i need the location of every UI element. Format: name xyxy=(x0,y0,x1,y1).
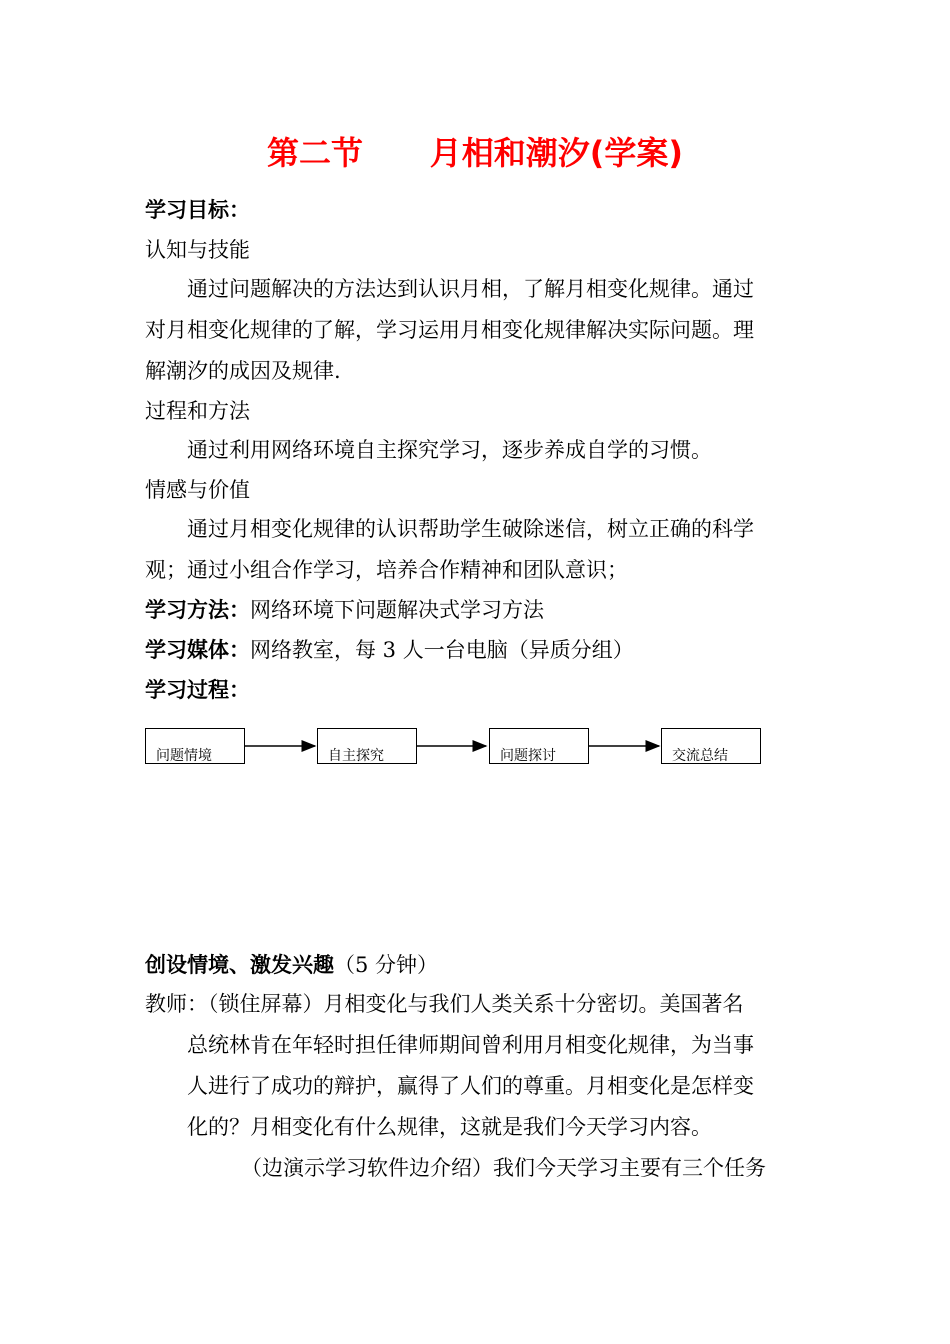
media-text: 网络教室，每 3 人一台电脑（异质分组） xyxy=(250,638,634,662)
teacher-line-2: 总统林肯在年轻时担任律师期间曾利用月相变化规律，为当事 xyxy=(187,1033,754,1057)
section-duration: （5 分钟） xyxy=(334,953,439,977)
method-label: 学习方法： xyxy=(145,598,250,622)
teacher-line-4: 化的？月相变化有什么规律，这就是我们今天学习内容。 xyxy=(187,1115,712,1139)
objectives-heading: 学习目标： xyxy=(145,198,250,222)
teacher-line-5: （边演示学习软件边介绍）我们今天学习主要有三个任务 xyxy=(241,1156,766,1180)
teacher-line-3: 人进行了成功的辩护，赢得了人们的尊重。月相变化是怎样变 xyxy=(187,1074,754,1098)
method-text: 网络环境下问题解决式学习方法 xyxy=(250,598,544,622)
method-line xyxy=(145,596,810,624)
media-line xyxy=(145,636,810,664)
media-label: 学习媒体： xyxy=(145,638,250,662)
cognition-line-3: 解潮汐的成因及规律. xyxy=(145,359,341,383)
emotion-line-1: 通过月相变化规律的认识帮助学生破除迷信，树立正确的科学 xyxy=(187,517,754,541)
teacher-line-1: 教师：（锁住屏幕）月相变化与我们人类关系十分密切。美国著名 xyxy=(145,992,744,1016)
cognition-line-1: 通过问题解决的方法达到认识月相，了解月相变化规律。通过 xyxy=(187,277,754,301)
flow-step-1: 问题情境 xyxy=(145,728,245,764)
process-label: 过程和方法 xyxy=(145,399,250,423)
cognition-line-2: 对月相变化规律的了解，学习运用月相变化规律解决实际问题。理 xyxy=(145,318,754,342)
page-title: 第二节 月相和潮汐(学案) xyxy=(266,134,684,172)
emotion-line-2: 观；通过小组合作学习，培养合作精神和团队意识； xyxy=(145,558,628,582)
emotion-label: 情感与价值 xyxy=(145,478,250,502)
flow-step-3: 问题探讨 xyxy=(489,728,589,764)
section-heading: 创设情境、激发兴趣 xyxy=(145,953,334,977)
process-heading: 学习过程： xyxy=(145,678,250,702)
flow-step-2: 自主探究 xyxy=(317,728,417,764)
cognition-label: 认知与技能 xyxy=(145,238,250,262)
section-heading-line xyxy=(145,951,810,979)
flow-step-4: 交流总结 xyxy=(661,728,761,764)
process-line-1: 通过利用网络环境自主探究学习，逐步养成自学的习惯。 xyxy=(187,438,712,462)
